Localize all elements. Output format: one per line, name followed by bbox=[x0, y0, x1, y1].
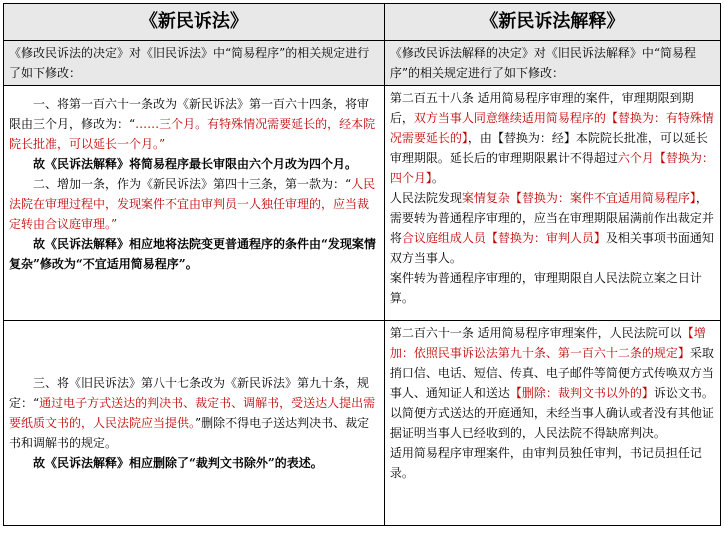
article-261-text-a: 第二百六十一条 适用简易程序审理案件，人民法院可以 bbox=[389, 326, 682, 340]
article-261-para-2: 以简便方式送达的开庭通知，未经当事人确认或者没有其他证据证明当事人已经收到的，人民法院不得缺席判决。 bbox=[389, 406, 714, 440]
section-1-row bbox=[4, 86, 721, 321]
amendment-1-close: ” bbox=[159, 137, 166, 151]
article-258-change-b: 六个月【替换为：四个月】 bbox=[389, 151, 714, 185]
article-258-text-a: 第二百五十八条 适用简易程序审理的案件，审理期限到期后， bbox=[389, 91, 694, 125]
article-261-para-3: 适用简易程序审理案件，由审判员独任审判，书记员担任记录。 bbox=[389, 446, 702, 480]
amendment-2 bbox=[9, 174, 379, 234]
section-2-row bbox=[4, 321, 721, 526]
article-258-para-3: 案件转为普通程序审理的，审理期限自人民法院立案之日计算。 bbox=[389, 271, 702, 305]
intro-right: 《修改民诉法解释的决定》对《旧民诉法解释》中“简易程序”的相关规定进行了如下修改： bbox=[384, 41, 720, 86]
article-261-text-c: 诉讼文书。 bbox=[653, 386, 714, 400]
article-258-text-c: 。 bbox=[431, 171, 444, 185]
amendment-3-quote: 通过电子方式送达的判决书、裁定书、调解书，受送达人提出需要纸质文书的，人民法院应当提供。 bbox=[9, 396, 376, 430]
article-261-change-a: 【增加：依照民事诉讼法第九十条、第一百六十二条的规定】 bbox=[389, 326, 706, 360]
header-left: 《新民诉法》 bbox=[4, 4, 385, 41]
amendment-1-quote: ……三个月。有特殊情况需要延长的，经本院院长批准，可以延长一个月。 bbox=[9, 117, 376, 151]
article-258-text-b: ，由【替换为：经】本院院长批准，可以延长审理期限。延长后的审理期限累计不得超过 bbox=[389, 131, 708, 165]
section-2-left bbox=[4, 321, 385, 526]
header-right: 《新民诉法解释》 bbox=[384, 4, 720, 41]
article-261-text-b: 采取捎口信、电话、短信、传真、电子邮件等简便方式传唤双方当事人、通知证人和送达 bbox=[389, 346, 714, 400]
conclusion-2: 故《民诉法解释》相应地将法院变更普通程序的条件由“发现案情复杂”修改为“不宜适用简易程序”。 bbox=[9, 237, 376, 271]
amendment-3-close: ”删除不得电子送达判决书、裁定书和调解书的规定。 bbox=[9, 416, 370, 450]
section-1-right bbox=[384, 86, 720, 321]
article-261-para-1 bbox=[390, 323, 715, 403]
conclusion-1: 故《民诉法解释》将简易程序最长审限由六个月改为四个月。 bbox=[33, 157, 358, 171]
article-258-text-d: 人民法院发现 bbox=[389, 191, 462, 205]
intro-left: 《修改民诉法的决定》对《旧民诉法》中“简易程序”的相关规定进行了如下修改： bbox=[4, 41, 385, 86]
header-row bbox=[4, 4, 721, 41]
amendment-1-text: 一、将第一百六十一条改为《新民诉法》第一百六十四条，将审限由三个月，修改为：“ bbox=[9, 97, 370, 131]
article-261-change-b: 【删除：裁判文书以外的】 bbox=[509, 386, 654, 400]
article-258-text-e: ，需要转为普通程序审理的，应当在审理期限届满前作出裁定并将 bbox=[389, 191, 714, 245]
amendment-2-text: 二、增加一条，作为《新民诉法》第四十三条，第一款为：“ bbox=[33, 177, 352, 191]
article-258-change-a: 双方当事人同意继续适用简易程序的【替换为：有特殊情况需要延长的】 bbox=[389, 111, 714, 145]
section-1-left bbox=[4, 86, 385, 321]
article-258-para-2 bbox=[390, 188, 715, 268]
section-2-right bbox=[384, 321, 720, 526]
article-258-change-d: 合议庭组成人员【替换为：审判人员】 bbox=[401, 231, 606, 245]
article-258-para-1 bbox=[390, 88, 715, 188]
comparison-table bbox=[3, 3, 721, 526]
amendment-2-close: ” bbox=[111, 217, 118, 231]
amendment-3 bbox=[9, 373, 379, 453]
conclusion-3: 故《民诉法解释》相应删除了“裁判文书除外”的表述。 bbox=[33, 456, 323, 470]
article-258-text-f: 及相关事项书面通知双方当事人。 bbox=[389, 231, 714, 265]
intro-row bbox=[4, 41, 721, 86]
amendment-1 bbox=[9, 94, 379, 154]
article-258-change-c: 案情复杂【替换为：案件不宜适用简易程序】 bbox=[461, 191, 696, 205]
amendment-3-text: 三、将《旧民诉法》第八十七条改为《新民诉法》第九十条，规定：“ bbox=[9, 376, 370, 410]
amendment-2-quote: 人民法院在审理过程中，发现案件不宜由审判员一人独任审理的，应当裁定转由合议庭审理。 bbox=[9, 177, 376, 231]
